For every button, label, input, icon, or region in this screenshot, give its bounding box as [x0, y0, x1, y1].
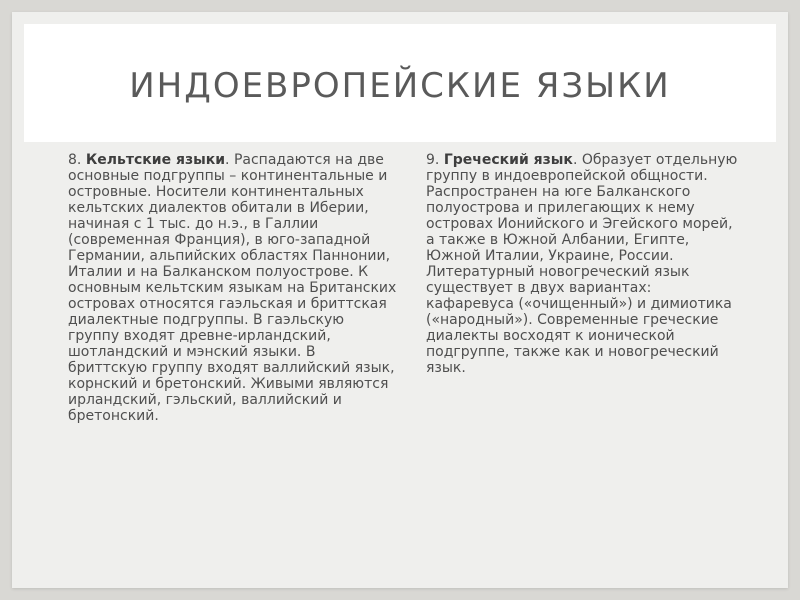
right-paragraph: [426, 152, 742, 376]
right-body-text: . Образует отдельную группу в индоевропейской общности. Распространен на юге Балканского полуострова и прилегающих к нему островах Ионийского и Эгейского морей, а также в Южной Албании, Египте, Южной Италии, Украине, России. Литературный новогреческий язык существует в двух вариантах: кафаревуса («очищенный») и димиотика («народный»). Современные греческие диалекты восходят к ионической подгруппе, также как и новогреческий язык.: [426, 152, 738, 376]
left-body-text: . Распадаются на две основные подгруппы – континентальные и островные. Носители континентальных кельтских диалектов обитали в Иберии, начиная с 1 тыс. до н.э., в Галлии (современная Франция), в юго-западной Германии, альпийских областях Паннонии, Италии и на Балканском полуострове. К основным кельтским языкам на Британских островах относятся гаэльская и бриттская диалектные подгруппы. В гаэльскую группу входят древне-ирландский, шотландский и мэнский языки. В бриттскую группу входят валлийский язык, корнский и бретонский. Живыми являются ирландский, гэльский, валлийский и бретонский.: [68, 152, 397, 424]
left-item-number: 8.: [68, 152, 86, 168]
left-heading: Кельтские языки: [85, 152, 226, 168]
slide-title: ИНДОЕВРОПЕЙСКИЕ ЯЗЫКИ: [129, 66, 671, 106]
left-paragraph: [68, 152, 398, 424]
right-heading: Греческий язык: [443, 152, 573, 168]
right-column: [426, 152, 742, 376]
left-column: [68, 152, 398, 424]
slide: [12, 12, 788, 588]
right-item-number: 9.: [426, 152, 444, 168]
title-band: [24, 24, 776, 142]
